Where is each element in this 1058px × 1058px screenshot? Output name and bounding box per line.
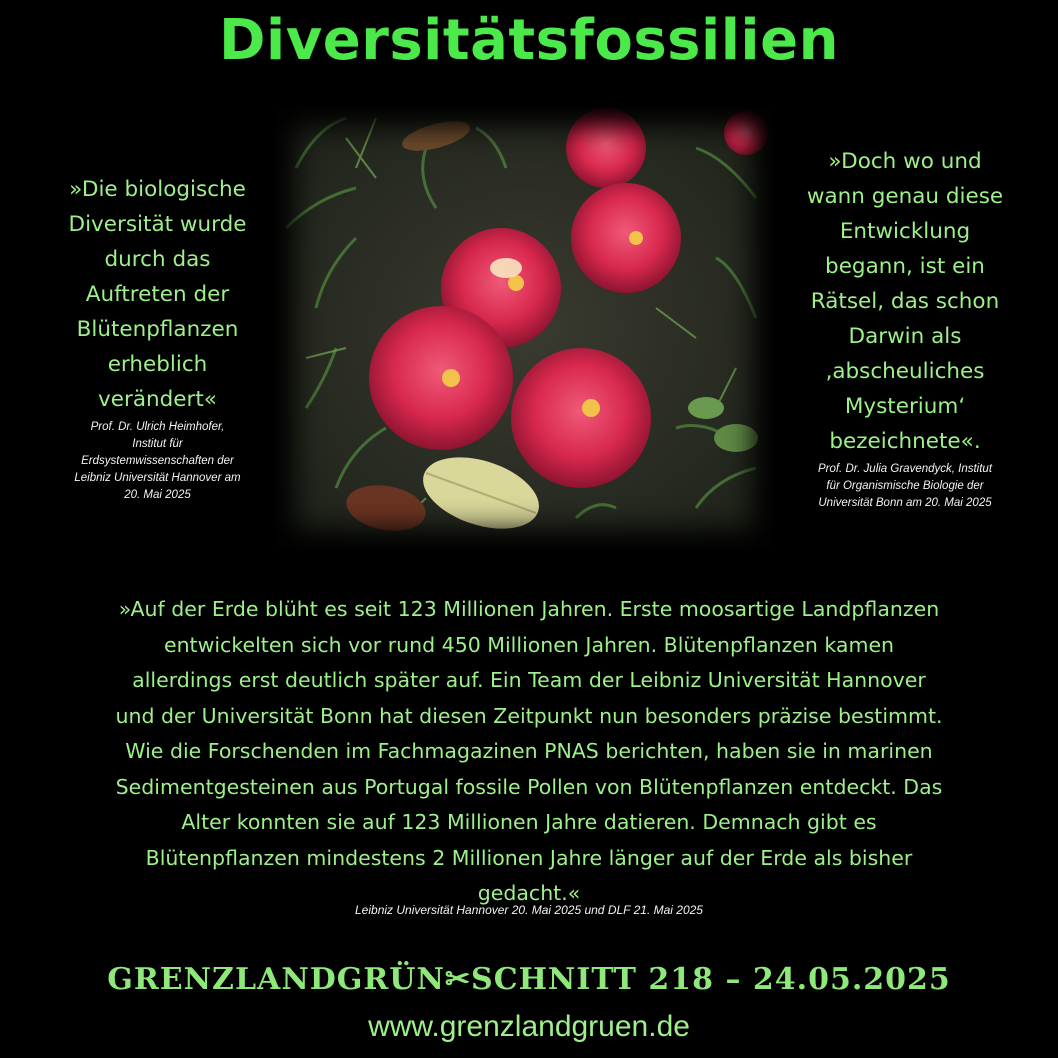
main-quote-line: »Auf der Erde blüht es seit 123 Millionen Jahren. Erste moosartige Landpflanzen (118, 597, 940, 621)
source-line: Prof. Dr. Julia Gravendyck, Institut (817, 463, 993, 475)
source-line: 20. Mai 2025 (124, 489, 191, 501)
main-quote (40, 592, 1018, 912)
main-quote-line: gedacht.« (477, 881, 581, 905)
quote-line: Auftreten der (85, 282, 230, 307)
main-quote-line: allerdings erst deutlich später auf. Ein Team der Leibniz Universität Hannover (132, 668, 926, 692)
right-quote (780, 144, 1030, 512)
quote-line: Rätsel, das schon (810, 289, 1000, 314)
quote-line: begann, ist ein (825, 254, 985, 279)
main-quote-source: Leibniz Universität Hannover 20. Mai 2025 und DLF 21. Mai 2025 (355, 903, 703, 917)
main-quote-line: Sedimentgesteinen aus Portugal fossile Pollen von Blütenpflanzen entdeckt. Das (115, 774, 943, 799)
left-quote-source (40, 419, 275, 504)
main-quote-line: Wie die Forschenden im Fachmagazinen PNAS berichten, haben sie in marinen (125, 739, 933, 763)
camellia-photo (276, 108, 772, 548)
quote-line: Blütenpflanzen (76, 317, 239, 342)
quote-line: Diversität wurde (68, 212, 247, 237)
source-line: Leibniz Universität Hannover am (74, 472, 241, 484)
source-line: Erdsystemwissenschaften der (81, 455, 234, 467)
quote-line: ‚abscheuliches (825, 359, 985, 384)
quote-line: durch das (104, 247, 211, 272)
camellia-blossoms-illustration (276, 108, 772, 548)
quote-line: »Doch wo und (828, 149, 982, 174)
left-quote-text (40, 172, 275, 417)
source-line: für Organismische Biologie der (826, 480, 984, 492)
quote-line: Entwicklung (839, 219, 971, 244)
source-line: Universität Bonn am 20. Mai 2025 (818, 497, 992, 509)
quote-line: wann genau diese (806, 184, 1004, 209)
quote-line: »Die biologische (69, 177, 246, 202)
quote-line: Darwin als (848, 324, 962, 349)
left-quote (40, 172, 275, 504)
right-quote-source (780, 461, 1030, 512)
main-quote-line: entwickelten sich vor rund 450 Millionen Jahren. Blütenpflanzen kamen (163, 632, 895, 657)
quote-line: Mysterium‘ (844, 394, 966, 419)
footer-brand: GRENZLANDGRÜN✂SCHNITT 218 – 24.05.2025 (107, 962, 951, 997)
quote-line: bezeichnete«. (829, 429, 981, 454)
source-line: Prof. Dr. Ulrich Heimhofer, (90, 421, 225, 433)
main-quote-line: Alter konnten sie auf 123 Millionen Jahre datieren. Demnach gibt es (181, 810, 877, 834)
page-title: Diversitätsfossilien (219, 8, 839, 73)
right-quote-text (780, 144, 1030, 459)
main-quote-line: und der Universität Bonn hat diesen Zeitpunkt nun besonders präzise bestimmt. (115, 703, 943, 728)
main-quote-line: Blütenpflanzen mindestens 2 Millionen Jahre länger auf der Erde als bisher (145, 845, 913, 870)
quote-line: erheblich (107, 352, 208, 377)
footer-url-link[interactable]: www.grenzlandgruen.de (368, 1010, 690, 1043)
quote-line: verändert« (98, 387, 217, 412)
source-line: Institut für (132, 438, 183, 450)
